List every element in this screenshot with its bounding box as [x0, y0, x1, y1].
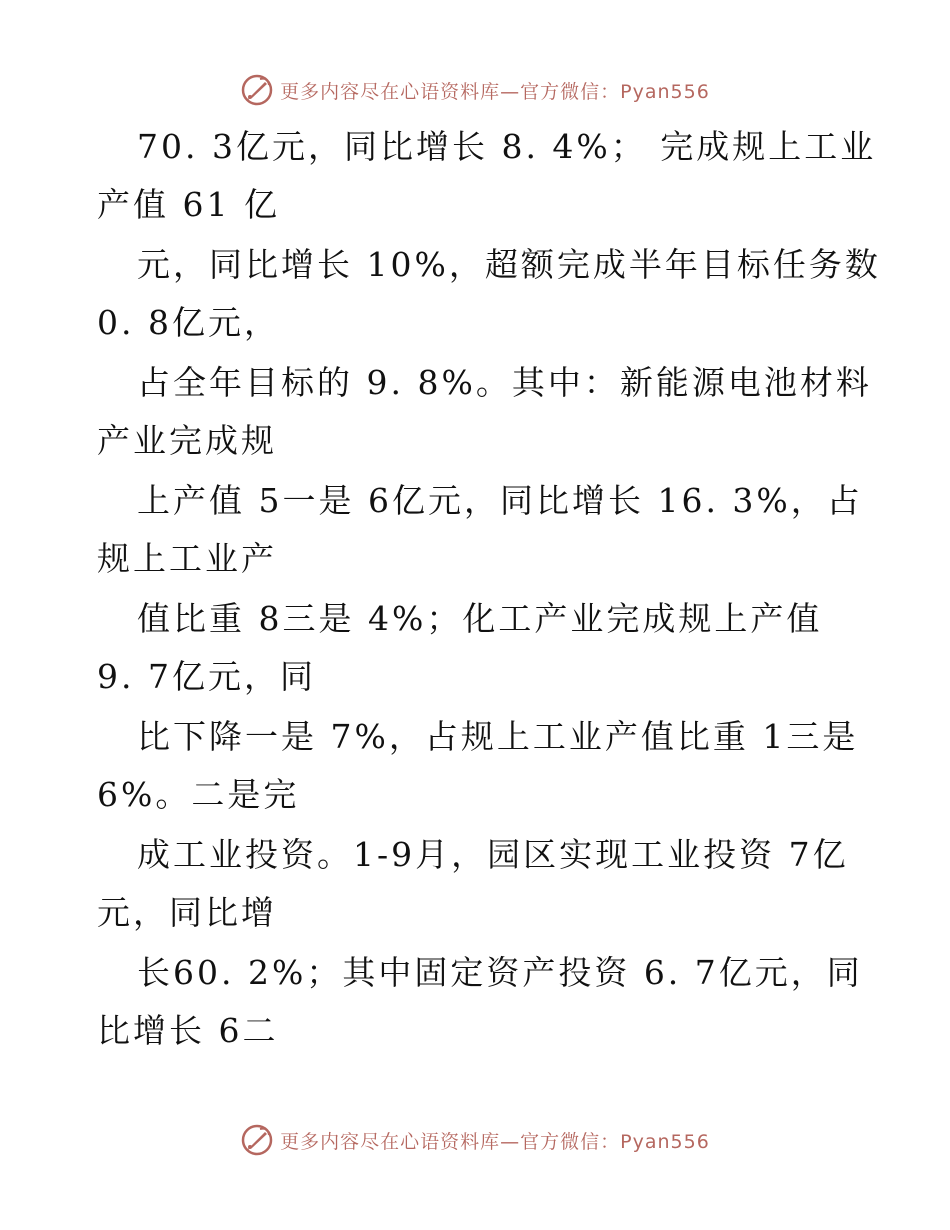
text-line: 规上工业产 — [97, 539, 277, 578]
text-line: 比下降一是 7%，占规上工业产值比重 1三是 — [137, 717, 859, 756]
watermark-text: 更多内容尽在心语资料库—官方微信：Pyan556 — [280, 1130, 710, 1153]
text-line: 上产值 5一是 6亿元，同比增长 16. 3%，占 — [137, 481, 863, 520]
text-line: 长60. 2%；其中固定资产投资 6. 7亿元，同 — [137, 953, 863, 992]
text-line: 0. 8亿元， — [97, 303, 280, 342]
text-line: 占全年目标的 9. 8%。其中：新能源电池材料 — [137, 363, 872, 402]
text-line: 70. 3亿元，同比增长 8. 4%； 完成规上工业 — [137, 127, 877, 166]
text-line: 6%。二是完 — [97, 775, 300, 814]
footer-watermark — [0, 1120, 950, 1160]
watermark-text: 更多内容尽在心语资料库—官方微信：Pyan556 — [280, 80, 710, 103]
quill-pen-icon — [240, 1123, 274, 1157]
quill-pen-icon — [240, 73, 274, 107]
text-line: 元，同比增长 10%，超额完成半年目标任务数 — [137, 245, 881, 284]
text-line: 比增长 6二 — [97, 1011, 279, 1050]
header-watermark — [0, 70, 950, 110]
text-line: 产业完成规 — [97, 421, 277, 460]
text-line: 9. 7亿元，同 — [97, 657, 316, 696]
text-line: 元，同比增 — [97, 893, 277, 932]
text-line: 产值 61 亿 — [97, 185, 280, 224]
text-line: 值比重 8三是 4%；化工产业完成规上产值 — [137, 599, 823, 638]
text-line: 成工业投资。1-9月，园区实现工业投资 7亿 — [137, 835, 849, 874]
